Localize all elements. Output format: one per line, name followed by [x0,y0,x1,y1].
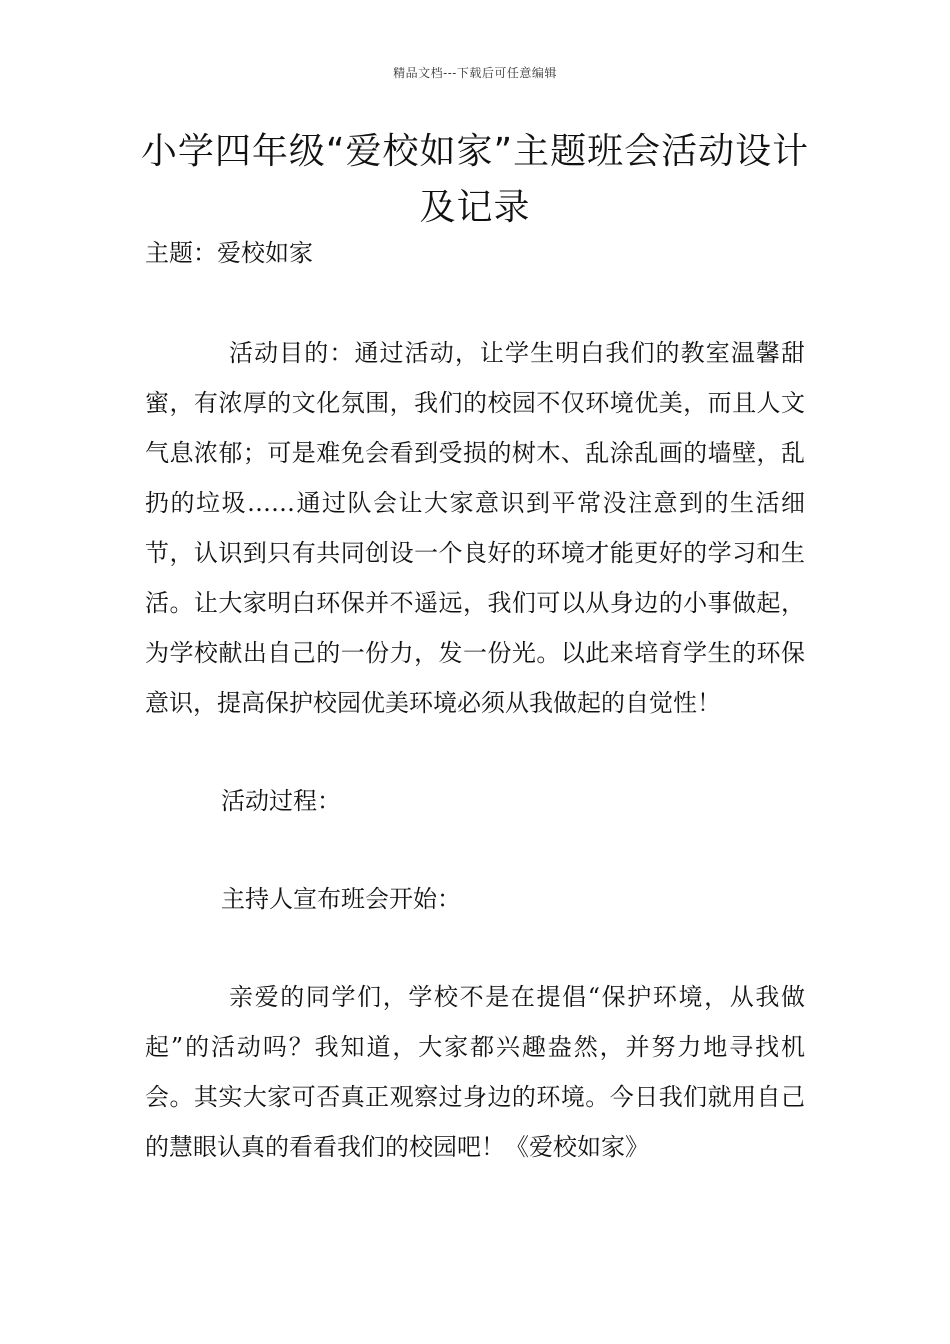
blank-space [145,826,805,874]
host-paragraph: 亲爱的同学们，学校不是在提倡“保护环境，从我做起”的活动吗？我知道，大家都兴趣盎然，并努力地寻找机会。其实大家可否真正观察过身边的环境。今日我们就用自己的慧眼认真的看看我们的校园吧！《爱校如家》 [145,983,805,1161]
blank-space [145,728,805,776]
header-note: 精品文档---下载后可任意编辑 [393,66,557,80]
document-body [145,228,805,1172]
host-line: 主持人宣布班会开始： [221,885,461,913]
blank-space [145,924,805,972]
document-title: 小学四年级“爱校如家”主题班会活动设计及记录 [140,131,810,228]
purpose-paragraph: 活动目的：通过活动，让学生明白我们的教室温馨甜蜜，有浓厚的文化氛围，我们的校园不仅环境优美，而且人文气息浓郁；可是难免会看到受损的树木、乱涂乱画的墙壁，乱扔的垃圾……通过队会让大家意识到平常没注意到的生活细节，认识到只有共同创设一个良好的环境才能更好的学习和生活。让大家明白环保并不遥远，我们可以从身边的小事做起，为学校献出自己的一份力，发一份光。以此来培育学生的环保意识，提高保护校园优美环境必须从我做起的自觉性！ [145,339,805,717]
theme-line: 主题：爱校如家 [145,239,313,267]
process-heading: 活动过程： [221,787,341,815]
blank-space [145,278,805,328]
